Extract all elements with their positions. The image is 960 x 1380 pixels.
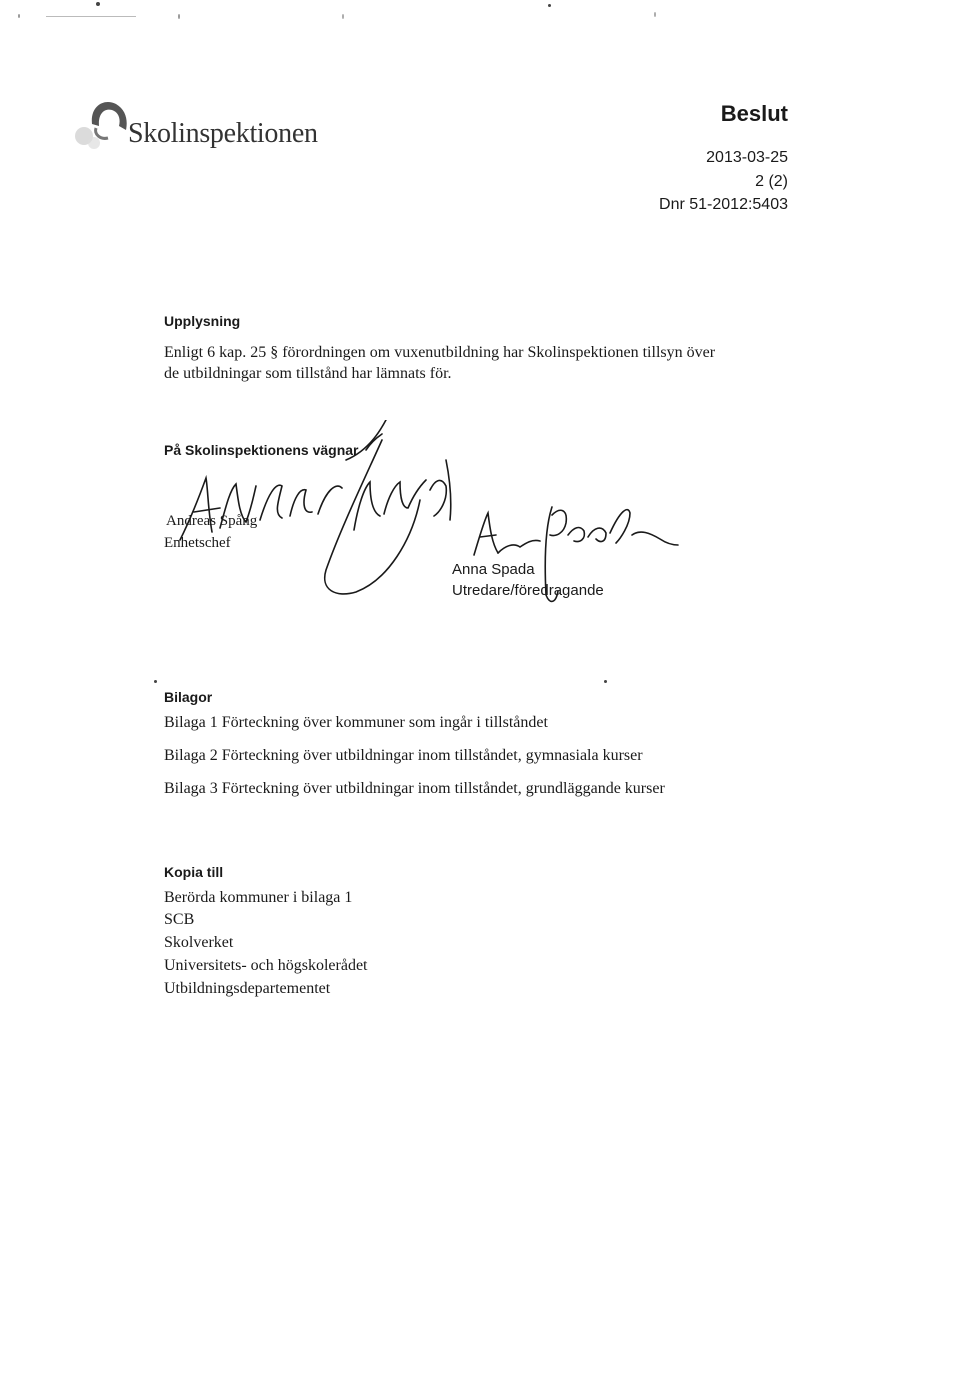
organization-name: Skolinspektionen bbox=[128, 118, 318, 149]
kopia-recipient-1: Berörda kommuner i bilaga 1 bbox=[164, 889, 353, 906]
upplysning-heading: Upplysning bbox=[164, 313, 241, 329]
kopia-recipient-3: Skolverket bbox=[164, 934, 234, 951]
kopia-recipient-2: SCB bbox=[164, 911, 195, 928]
kopia-recipient-5: Utbildningsdepartementet bbox=[164, 980, 331, 997]
logo bbox=[70, 88, 370, 158]
bilaga-3: Bilaga 3 Förteckning över utbildningar inom tillståndet, grundläggande kurser bbox=[164, 780, 665, 797]
kopia-recipient-4: Universitets- och högskolerådet bbox=[164, 957, 368, 974]
signature-heading: På Skolinspektionens vägnar bbox=[164, 442, 359, 458]
page-number: 2 (2) bbox=[755, 173, 788, 190]
upplysning-text bbox=[164, 342, 715, 384]
document-type: Beslut bbox=[720, 101, 788, 126]
bilaga-2: Bilaga 2 Förteckning över utbildningar inom tillståndet, gymnasiala kurser bbox=[164, 747, 643, 764]
upplysning-line-1: Enligt 6 kap. 25 § förordningen om vuxenutbildning har Skolinspektionen tillsyn över bbox=[164, 344, 716, 361]
signer1-name: Andreas Spång bbox=[166, 513, 258, 529]
signer2-title: Utredare/föredragande bbox=[452, 582, 604, 599]
logo-mark-icon bbox=[70, 88, 130, 158]
document-date: 2013-03-25 bbox=[706, 149, 788, 166]
signature-anna-spada bbox=[460, 495, 680, 625]
bilaga-1: Bilaga 1 Förteckning över kommuner som ingår i tillståndet bbox=[164, 714, 548, 731]
upplysning-line-2: de utbildningar som tillstånd har lämnats för. bbox=[164, 365, 452, 382]
bilagor-heading: Bilagor bbox=[164, 689, 213, 705]
signer2-name: Anna Spada bbox=[452, 561, 535, 578]
signer1-title: Enhetschef bbox=[164, 535, 231, 551]
diarienummer: Dnr 51-2012:5403 bbox=[659, 196, 788, 213]
signature-andreas-spang bbox=[150, 420, 490, 610]
kopia-heading: Kopia till bbox=[164, 864, 224, 880]
